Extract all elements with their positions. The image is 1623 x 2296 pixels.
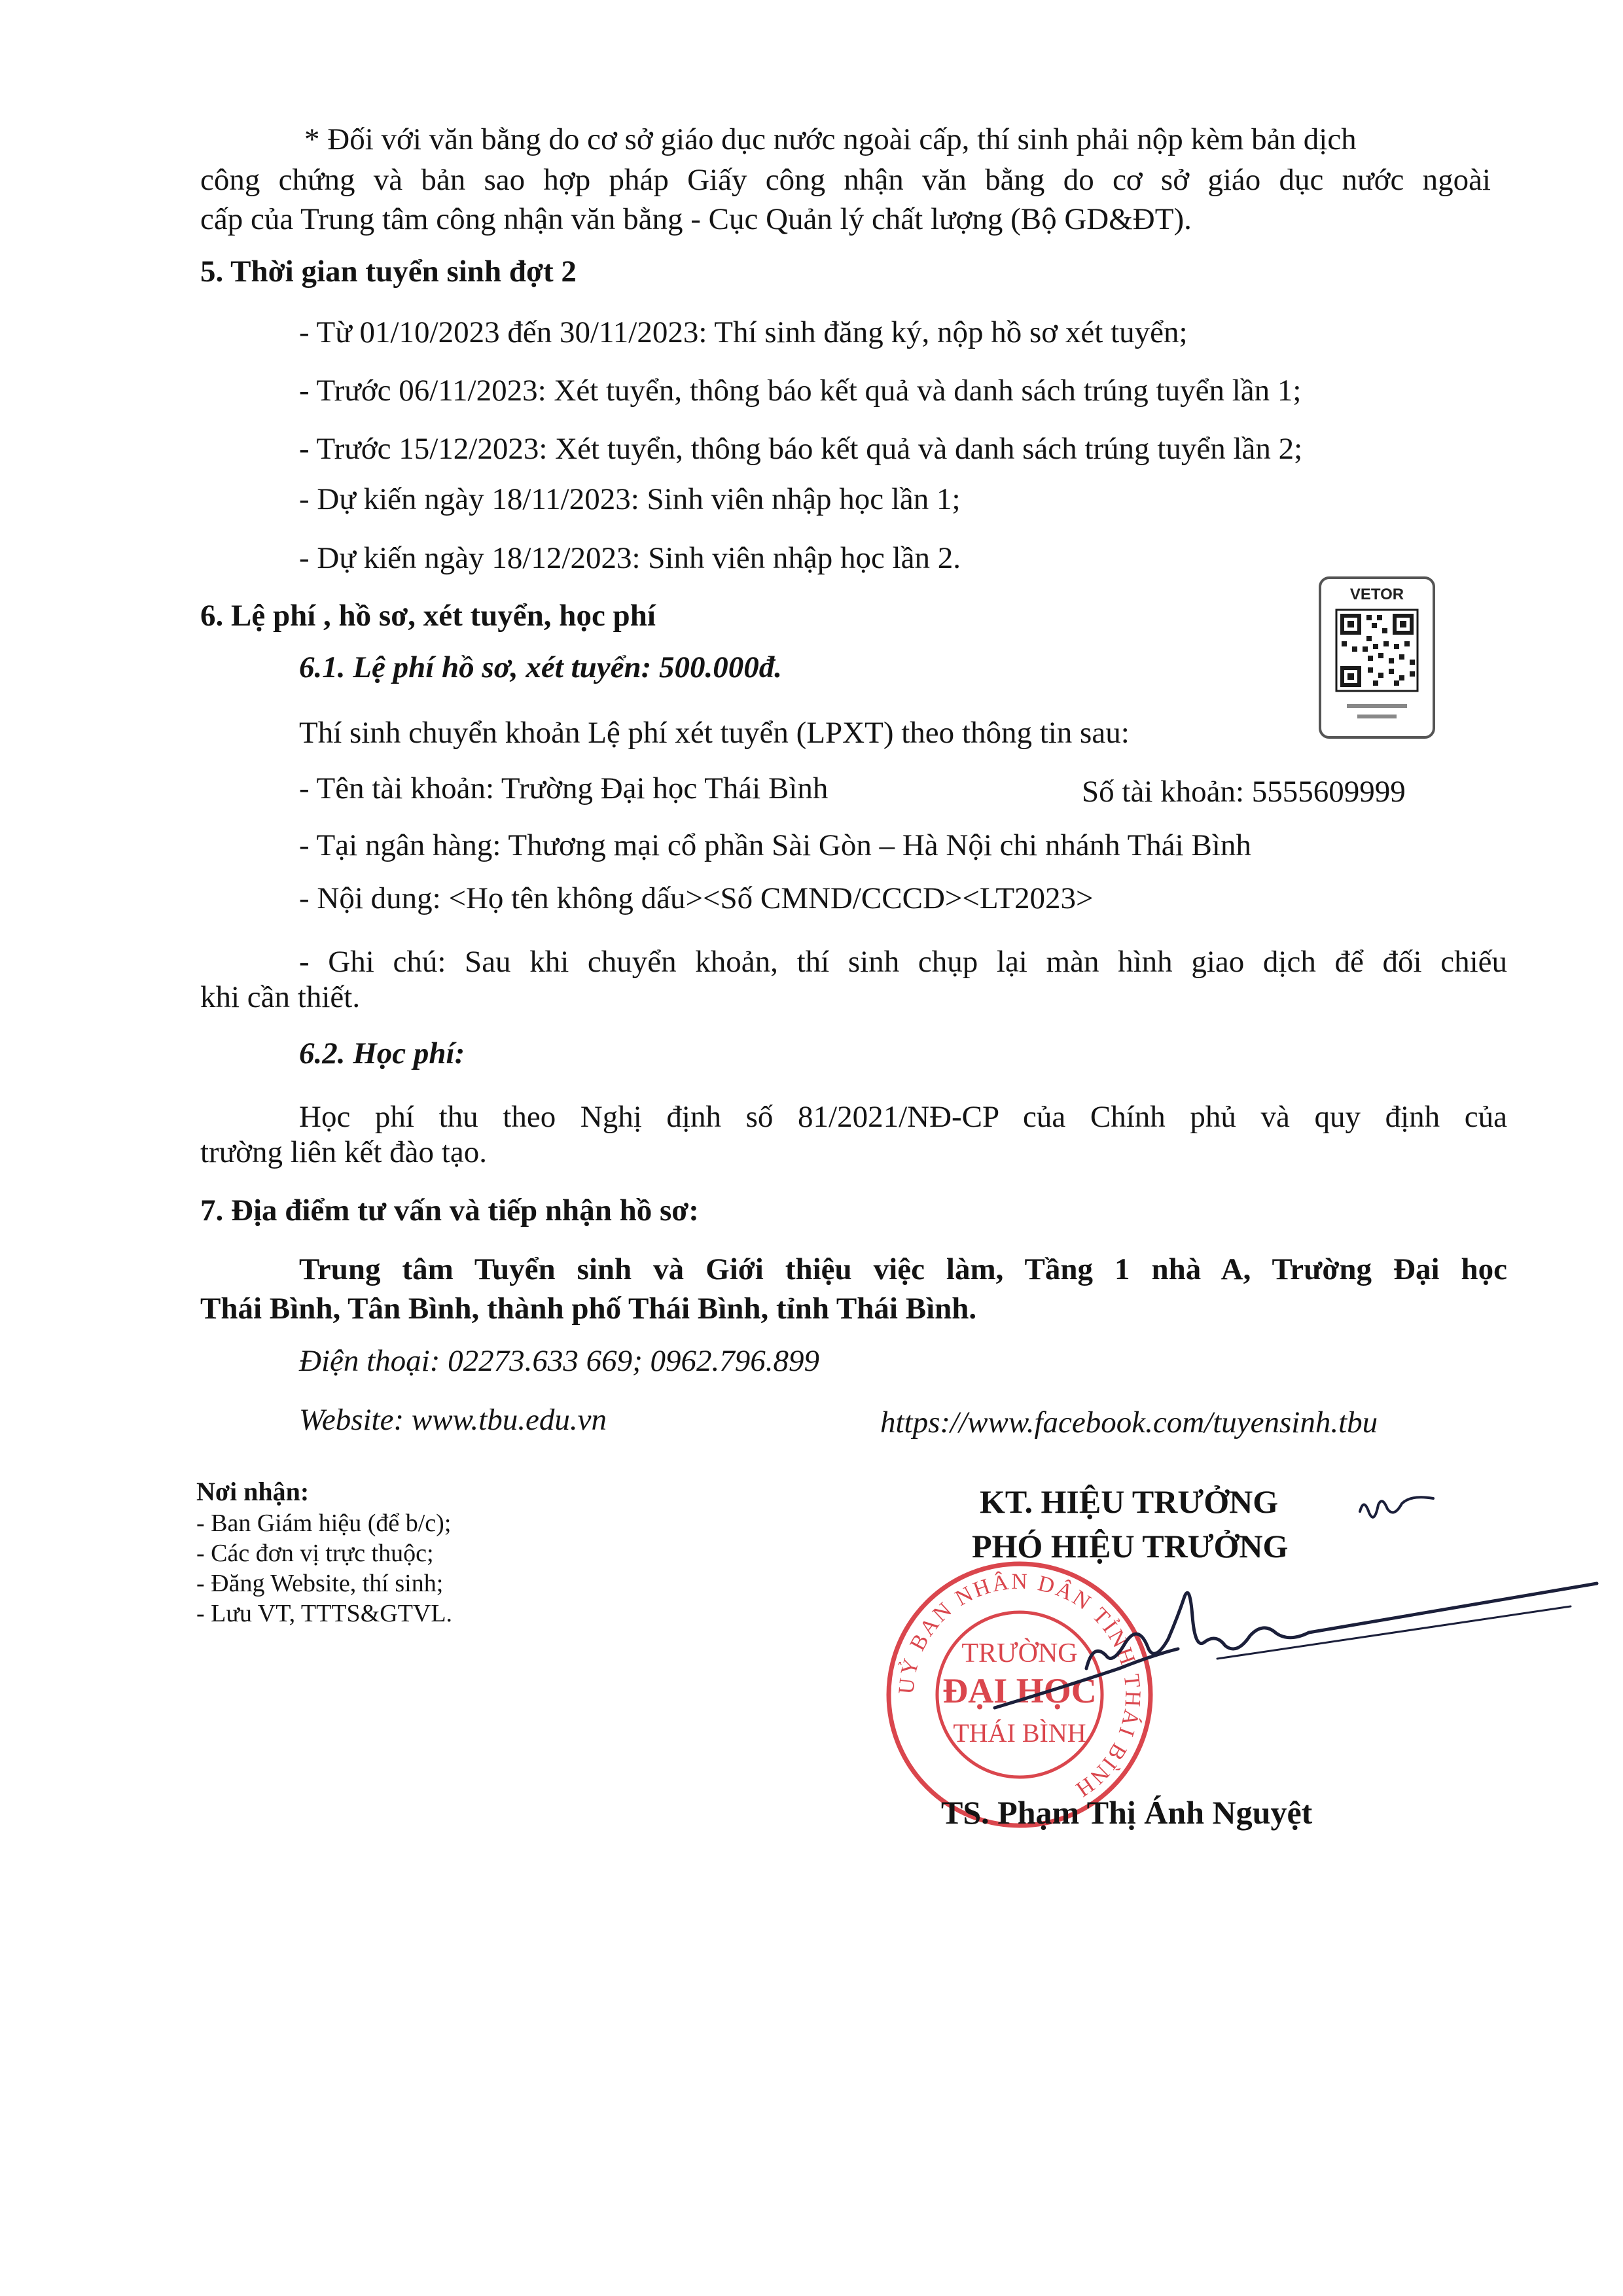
website-link[interactable]: Website: www.tbu.edu.vn <box>299 1403 607 1437</box>
handwritten-signature <box>982 1570 1603 1727</box>
transfer-note-line-2: khi cần thiết. <box>200 980 361 1014</box>
address-line-2: Thái Bình, Tân Bình, thành phố Thái Bình, tỉnh Thái Bình. <box>200 1292 977 1326</box>
recipient-item: - Đăng Website, thí sinh; <box>196 1570 444 1597</box>
account-name: - Tên tài khoản: Trường Đại học Thái Bình <box>299 771 829 805</box>
paraph-mark <box>1355 1485 1440 1531</box>
recipient-item: - Lưu VT, TTTS&GTVL. <box>196 1600 453 1627</box>
section-6-heading: 6. Lệ phí , hồ sơ, xét tuyển, học phí <box>200 599 656 633</box>
tuition-line-2: trường liên kết đào tạo. <box>200 1135 487 1169</box>
foreign-note-line-1: * Đối với văn bằng do cơ sở giáo dục nước ngoài cấp, thí sinh phải nộp kèm bản dịch <box>304 122 1357 156</box>
transfer-intro: Thí sinh chuyển khoản Lệ phí xét tuyển (LPXT) theo thông tin sau: <box>299 716 1130 750</box>
recipient-item: - Ban Giám hiệu (để b/c); <box>196 1510 452 1537</box>
bank-name: - Tại ngân hàng: Thương mại cổ phần Sài Gòn – Hà Nội chi nhánh Thái Bình <box>299 828 1251 862</box>
seal-line-1: TRƯỜNG <box>961 1638 1078 1669</box>
recipients-heading: Nơi nhận: <box>196 1477 310 1506</box>
facebook-link[interactable]: https://www.facebook.com/tuyensinh.tbu <box>880 1405 1378 1439</box>
signatory-name: TS. Phạm Thị Ánh Nguyệt <box>941 1794 1313 1831</box>
account-number: Số tài khoản: 5555609999 <box>1082 775 1406 809</box>
schedule-item: - Dự kiến ngày 18/12/2023: Sinh viên nhập học lần 2. <box>299 541 961 575</box>
foreign-note-line-2: công chứng và bản sao hợp pháp Giấy công nhận văn bằng do cơ sở giáo dục nước ngoài <box>200 163 1491 197</box>
schedule-item: - Dự kiến ngày 18/11/2023: Sinh viên nhập học lần 1; <box>299 482 961 516</box>
fee-subheading: 6.1. Lệ phí hồ sơ, xét tuyển: 500.000đ. <box>299 650 783 684</box>
tuition-line-1: Học phí thu theo Nghị định số 81/2021/NĐ-CP của Chính phủ và quy định của <box>299 1100 1507 1134</box>
signature-title-2: PHÓ HIỆU TRƯỞNG <box>972 1528 1289 1564</box>
seal-line-2: ĐẠI HỌC <box>942 1671 1097 1710</box>
recipients-block <box>196 1475 452 1629</box>
seal-ring-text: UỶ BAN NHÂN DÂN TỈNH THÁI BÌNH <box>894 1569 1145 1803</box>
recipient-item: - Các đơn vị trực thuộc; <box>196 1540 434 1567</box>
schedule-item: - Từ 01/10/2023 đến 30/11/2023: Thí sinh đăng ký, nộp hồ sơ xét tuyển; <box>299 315 1188 349</box>
schedule-item: - Trước 15/12/2023: Xét tuyển, thông báo kết quả và danh sách trúng tuyển lần 2; <box>299 432 1303 466</box>
qr-brand-label: VETOR <box>1349 586 1404 603</box>
schedule-item: - Trước 06/11/2023: Xét tuyển, thông báo kết quả và danh sách trúng tuyển lần 1; <box>299 374 1302 408</box>
qr-code-badge <box>1318 576 1436 739</box>
section-5-heading: 5. Thời gian tuyển sinh đợt 2 <box>200 255 577 289</box>
foreign-note-line-3: cấp của Trung tâm công nhận văn bằng - Cục Quản lý chất lượng (Bộ GD&ĐT). <box>200 202 1192 236</box>
transfer-note-line-1: - Ghi chú: Sau khi chuyển khoản, thí sinh chụp lại màn hình giao dịch để đối chiếu <box>299 945 1507 979</box>
phone-numbers: Điện thoại: 02273.633 669; 0962.796.899 <box>299 1344 820 1378</box>
seal-line-3: THÁI BÌNH <box>953 1718 1086 1748</box>
tuition-subheading: 6.2. Học phí: <box>299 1036 465 1070</box>
qr-code-icon <box>1336 610 1418 691</box>
section-7-heading: 7. Địa điểm tư vấn và tiếp nhận hồ sơ: <box>200 1193 699 1227</box>
transfer-content: - Nội dung: <Họ tên không dấu><Số CMND/CCCD><LT2023> <box>299 881 1094 915</box>
address-line-1: Trung tâm Tuyển sinh và Giới thiệu việc làm, Tầng 1 nhà A, Trường Đại học <box>299 1252 1507 1286</box>
signature-title-1: KT. HIỆU TRƯỞNG <box>980 1483 1279 1520</box>
